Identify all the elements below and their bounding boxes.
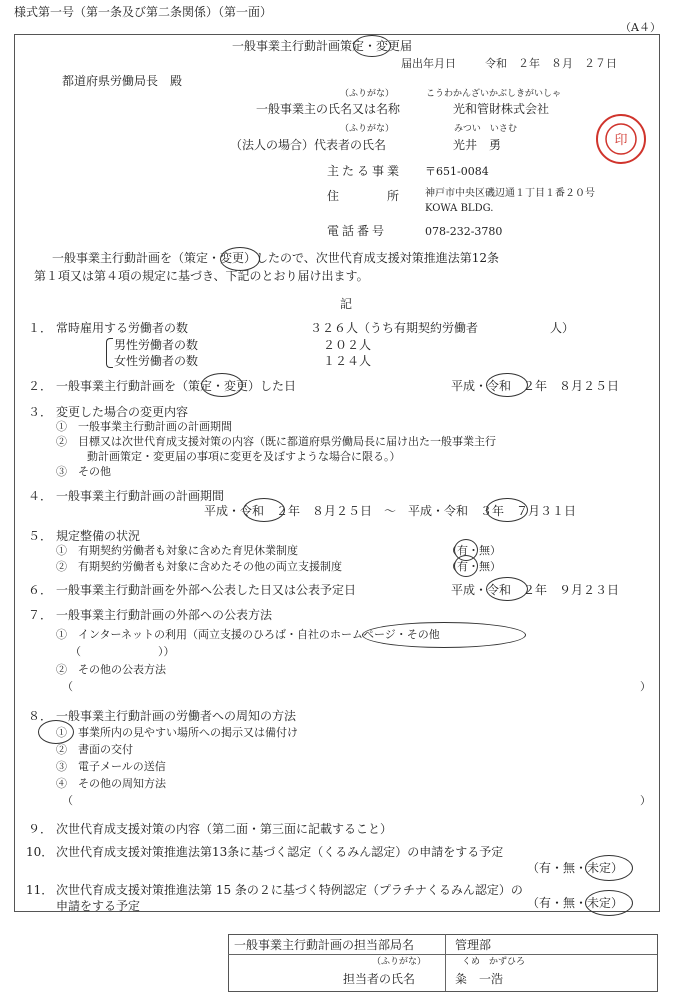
option: ② その他の公表方法 (56, 663, 166, 676)
item-label: 次世代育成支援対策推進法第 15 条の２に基づく特例認定（プラチナくるみん認定）の (56, 883, 523, 897)
option-continued: 動計画策定・変更届の事項に変更を及ぼすような場合に限る。） (87, 450, 401, 463)
company-name: 光和管財株式会社 (453, 102, 550, 116)
plan-date: 平成・令和 ２年 ８月２５日 (451, 379, 620, 393)
rep-furigana: みつい いさむ (454, 124, 517, 134)
item-label: 一般事業主行動計画の計画期間 (56, 489, 225, 503)
paren-close: ） (640, 680, 651, 693)
item-number: ６． (28, 583, 53, 597)
item-number: ８． (28, 709, 53, 723)
divider (445, 934, 446, 991)
address-line1: 神戸市中央区磯辺通１丁目１番２０号 (425, 188, 595, 199)
employee-total: ３２６人（うち有期契約労働者 人） (310, 321, 575, 335)
svg-text:印: 印 (614, 133, 628, 148)
choice: （有・無・未定） (527, 861, 624, 875)
dept-label: 一般事業主行動計画の担当部局名 (234, 938, 415, 952)
addressee: 都道府県労働局長 殿 (62, 74, 183, 88)
company-label: 一般事業主の氏名又は名称 (256, 102, 401, 116)
circle-mark (220, 247, 260, 271)
item-label: 一般事業主行動計画を外部へ公表した日又は公表予定日 (56, 583, 357, 597)
furigana-label: （ふりがな） (340, 89, 395, 99)
person-label: 担当者の氏名 (343, 972, 416, 986)
circle-mark (585, 890, 633, 916)
person-name: 粂 一浩 (455, 972, 504, 986)
item-number: 11． (26, 883, 54, 897)
item-number: ９． (28, 822, 53, 836)
circle-mark (201, 373, 243, 397)
divider (228, 954, 657, 955)
circle-mark (362, 622, 526, 648)
ki-heading: 記 (340, 297, 353, 311)
circle-mark (486, 373, 528, 397)
company-seal-icon (594, 112, 648, 166)
circle-mark (38, 720, 74, 744)
option: ① インターネットの利用（両立支援のひろば・自社のホームページ・その他 (56, 628, 440, 641)
rep-name: 光井 勇 (453, 138, 502, 152)
option-value: （有・無） (446, 560, 501, 573)
brace (106, 338, 113, 368)
furigana-label: （ふりがな） (372, 957, 427, 967)
circle-mark (585, 855, 633, 881)
item-number: ４． (28, 489, 53, 503)
circle-mark (486, 498, 528, 522)
male-count: ２０２人 (323, 338, 372, 352)
paren-open: （ (62, 680, 73, 693)
item-number: ７． (28, 608, 53, 622)
phone-number: 078-232-3780 (425, 225, 503, 238)
option: ① 事業所内の見やすい場所への掲示又は備付け (56, 726, 298, 739)
item-number: 10． (26, 845, 54, 859)
address-label: 住 所 (327, 189, 400, 203)
option: ② 書面の交付 (56, 743, 133, 756)
item-label: 一般事業主行動計画を（策定・変更）した日 (56, 379, 297, 393)
option-continued: （ ）） (70, 645, 175, 658)
plan-period: 平成・令和 ２年 ８月２５日 ～ 平成・令和 ３年 ７月３１日 (204, 504, 577, 518)
item-label: 変更した場合の変更内容 (56, 405, 189, 419)
item-label: 常時雇用する労働者の数 (56, 321, 189, 335)
female-count: １２４人 (323, 354, 372, 368)
circle-mark (243, 498, 285, 522)
address-line2: KOWA BLDG. (425, 203, 494, 214)
option: ② 目標又は次世代育成支援対策の内容（既に都道府県労働局長に届け出た一般事業主行 (56, 435, 496, 448)
item-label: 規定整備の状況 (56, 529, 141, 543)
option: ③ 電子メールの送信 (56, 760, 166, 773)
submission-date: 令和 ２年 ８月 ２７日 (485, 57, 617, 70)
item-label: 次世代育成支援対策推進法第13条に基づく認定（くるみん認定）の申請をする予定 (56, 845, 504, 859)
item-number: ２． (28, 379, 53, 393)
intro-line2: 第１項又は第４項の規定に基づき、下記のとおり届け出ます。 (34, 269, 369, 283)
business-label: 主たる事業 (327, 164, 403, 178)
circle-mark (353, 35, 391, 57)
option-value: （有・無） (446, 544, 501, 557)
intro-line1: 一般事業主行動計画を（策定・変更）したので、次世代育成支援対策推進法第12条 (52, 251, 500, 265)
paren-close: ） (640, 794, 651, 807)
rep-label: （法人の場合）代表者の氏名 (230, 138, 387, 152)
item-label: 一般事業主行動計画の外部への公表方法 (56, 608, 273, 622)
option: ① 有期契約労働者も対象に含めた育児休業制度 (56, 544, 298, 557)
option: ③ その他 (56, 465, 111, 478)
option: ① 一般事業主行動計画の計画期間 (56, 420, 232, 433)
date-label: 届出年月日 (401, 57, 456, 70)
furigana-label-2: （ふりがな） (340, 124, 395, 134)
choice: （有・無・未定） (527, 896, 624, 910)
phone-label: 電話番号 (327, 224, 388, 238)
form-title: 様式第一号（第一条及び第二条関係）（第一面） (14, 5, 273, 19)
document-title: 一般事業主行動計画策定・変更届 (232, 39, 413, 53)
postal-code: 〒651-0084 (425, 165, 489, 178)
item-number: １． (28, 321, 53, 335)
circle-mark (486, 577, 528, 601)
item-label: 次世代育成支援対策の内容（第二面・第三面に記載すること） (56, 822, 393, 836)
person-furigana: くめ かずひろ (462, 957, 526, 967)
item-label: 一般事業主行動計画の労働者への周知の方法 (56, 709, 297, 723)
item-number: ３． (28, 405, 53, 419)
option: ② 有期契約労働者も対象に含めたその他の両立支援制度 (56, 560, 342, 573)
paren-open: （ (62, 794, 73, 807)
item-number: ５． (28, 529, 53, 543)
publish-date: 平成・令和 ２年 ９月２３日 (451, 583, 620, 597)
company-furigana: こうわかんざいかぶしきがいしゃ (426, 89, 562, 99)
female-label: 女性労働者の数 (114, 354, 199, 368)
item-label-continued: 申請をする予定 (56, 899, 141, 913)
male-label: 男性労働者の数 (114, 338, 199, 352)
dept-name: 管理部 (455, 938, 492, 952)
circle-mark (454, 555, 478, 577)
option: ④ その他の周知方法 (56, 777, 166, 790)
paper-size: （A４） (620, 21, 661, 34)
